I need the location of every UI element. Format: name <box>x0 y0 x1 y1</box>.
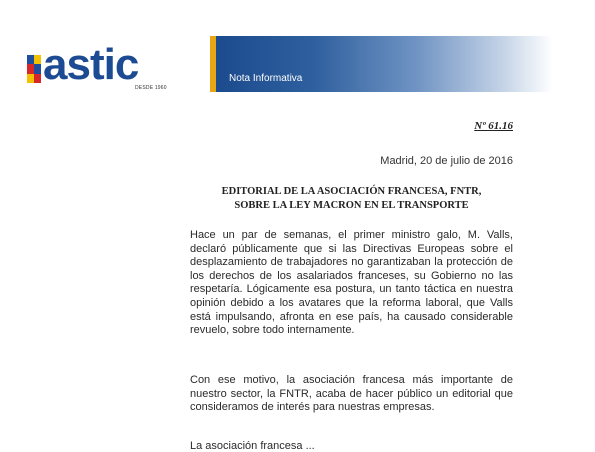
logo-brand: astic <box>43 40 139 89</box>
headline-line-1: EDITORIAL DE LA ASOCIACIÓN FRANCESA, FNTR, <box>221 186 482 197</box>
flag-emblem-icon <box>27 55 41 83</box>
headline-line-2: SOBRE LA LEY MACRON EN EL TRANSPORTE <box>234 200 469 211</box>
astic-logo <box>27 40 177 93</box>
document-headline <box>190 185 513 213</box>
paragraph-3: La asociación francesa ... <box>190 440 315 452</box>
logo-tagline: DESDE 1960 <box>135 85 167 91</box>
document-date: Madrid, 20 de julio de 2016 <box>380 155 513 167</box>
paragraph-2: Con ese motivo, la asociación francesa más importante de nuestro sector, la FNTR, acaba de hacer público un editorial que consideramos de interés para nuestras empresas. <box>190 374 513 414</box>
document-number: Nº 61.16 <box>474 120 513 132</box>
banner-label: Nota Informativa <box>229 73 303 84</box>
paragraph-1: Hace un par de semanas, el primer ministro galo, M. Valls, declaró públicamente que si las Directivas Europeas sobre el desplazamiento de trabajadores no garantizaban la protección de los derechos de los asalariados franceses, su Gobierno no las respetaría. Lógicamente esa postura, un tanto táctica en nuestra opinión debido a los avatares que la reforma laboral, que Valls está impulsando, afronta en ese país, ha causado considerable revuelo, sobre todo internamente. <box>190 229 513 337</box>
banner-accent-stripe <box>210 36 216 92</box>
